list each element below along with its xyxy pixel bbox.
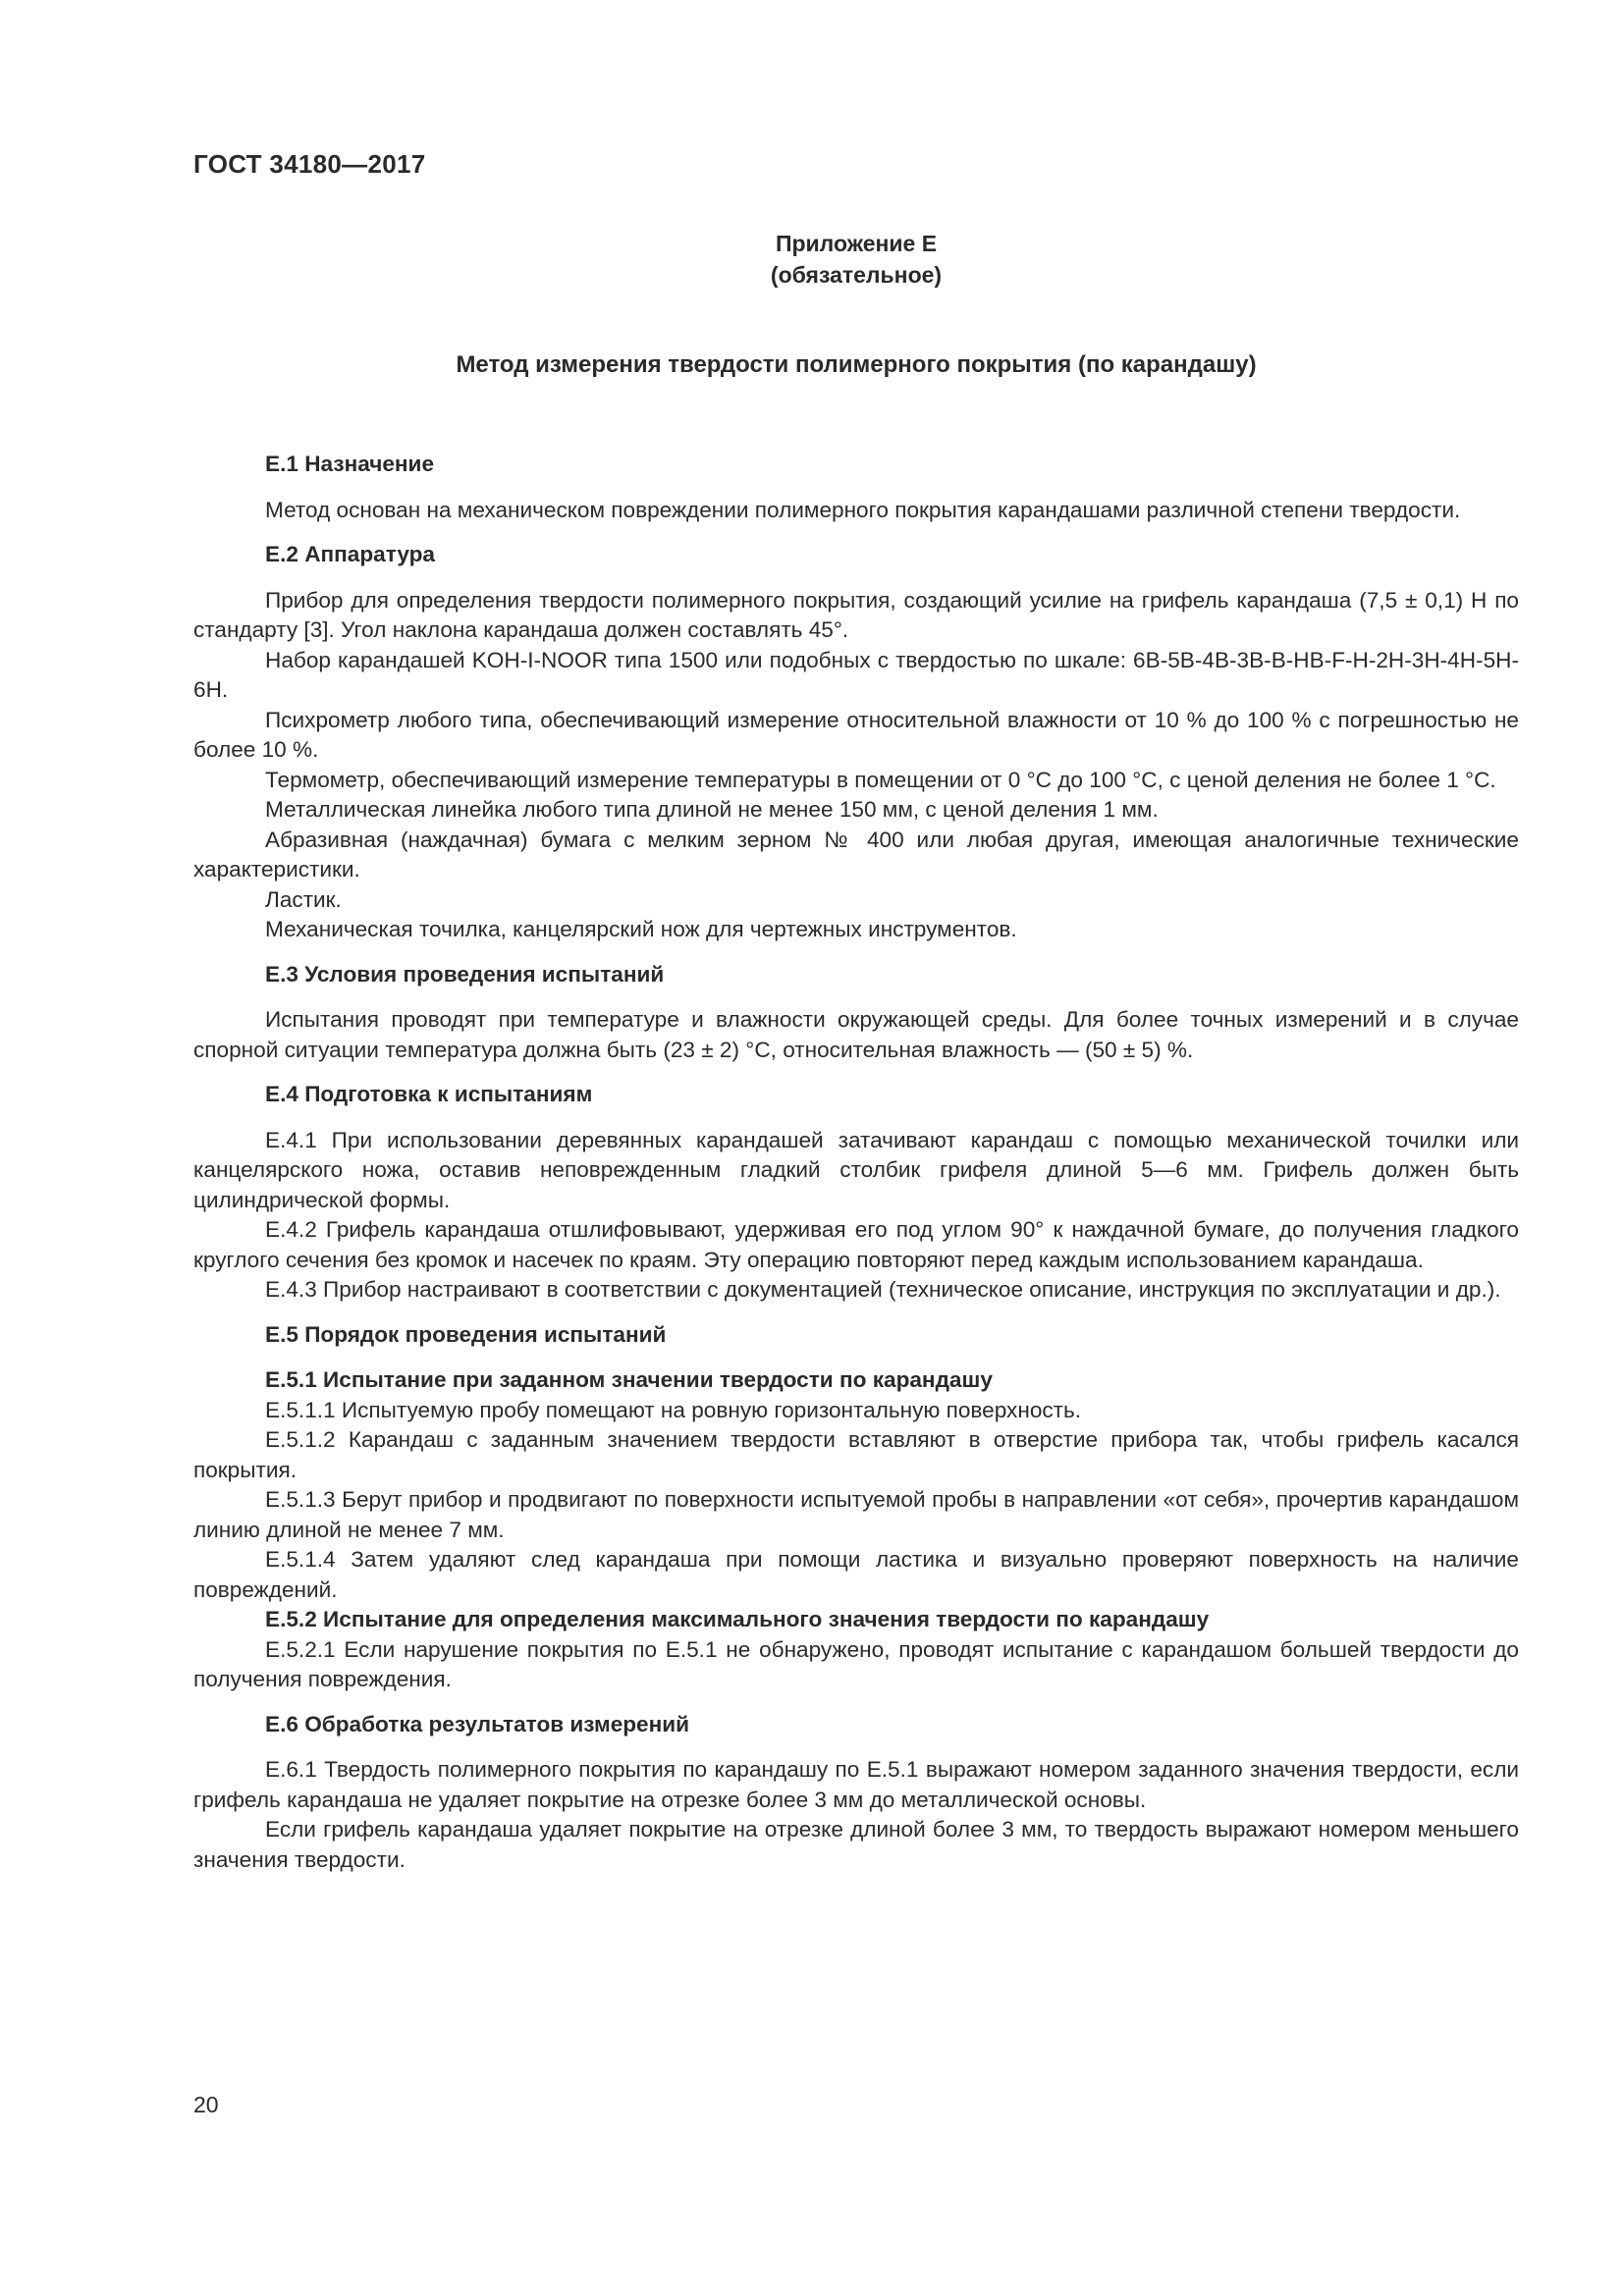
- section-heading-e1: Е.1 Назначение: [265, 452, 435, 476]
- paragraph: Метод основан на механическом повреждении полимерного покрытия карандашами различной степени твердости.: [265, 497, 1461, 522]
- section-heading-e5: Е.5 Порядок проведения испытаний: [265, 1321, 667, 1347]
- subsection-heading-e5-2: Е.5.2 Испытание для определения максимального значения твердости по карандашу: [265, 1607, 1210, 1631]
- paragraph: Абразивная (наждачная) бумага с мелким зерном № 400 или любая другая, имеющая аналогичные технические характеристики.: [193, 827, 1519, 881]
- paragraph: Ластик.: [265, 886, 342, 912]
- document-title: Метод измерения твердости полимерного покрытия (по карандашу): [456, 351, 1257, 378]
- paragraph: Термометр, обеспечивающий измерение температуры в помещении от 0 °С до 100 °С, с ценой деления не более 1 °С.: [265, 767, 1496, 792]
- paragraph: Е.5.1.2 Карандаш с заданным значением твердости вставляют в отверстие прибора так, чтобы грифель касался покрытия.: [193, 1427, 1519, 1482]
- section-heading-e2: Е.2 Аппаратура: [265, 542, 435, 566]
- section-heading-e4: Е.4 Подготовка к испытаниям: [265, 1082, 593, 1106]
- appendix-title: Приложение Е: [775, 231, 938, 256]
- paragraph: Психрометр любого типа, обеспечивающий измерение относительной влажности от 10 % до 100 % с погрешностью не более 10 %.: [193, 707, 1519, 762]
- section-heading-e6: Е.6 Обработка результатов измерений: [265, 1711, 690, 1736]
- paragraph: Е.4.1 При использовании деревянных карандашей затачивают карандаш с помощью механической точилки или канцелярского ножа, оставив неповрежденным гладкий столбик грифеля длиной 5—6 мм. Грифель должен быть цилиндрической формы.: [193, 1127, 1519, 1212]
- document-body: [193, 450, 1519, 1875]
- paragraph: Прибор для определения твердости полимерного покрытия, создающий усилие на грифель карандаша (7,5 ± 0,1) Н по стандарту [3]. Угол наклона карандаша должен составлять 45°.: [193, 587, 1519, 642]
- page-number: 20: [193, 2092, 219, 2117]
- paragraph: Е.5.2.1 Если нарушение покрытия по Е.5.1 не обнаружено, проводят испытание с карандашом большей твердости до получения повреждения.: [193, 1636, 1519, 1691]
- paragraph: Е.4.2 Грифель карандаша отшлифовывают, удерживая его под углом 90° к наждачной бумаге, до получения гладкого круглого сечения без кромок и насечек по краям. Эту операцию повторяют перед каждым использованием карандаша.: [193, 1217, 1519, 1272]
- paragraph: Если грифель карандаша удаляет покрытие на отрезке длиной более 3 мм, то твердость выражают номером меньшего значения твердости.: [193, 1817, 1519, 1872]
- appendix-status: (обязательное): [770, 262, 943, 288]
- paragraph: Набор карандашей KOH-I-NOOR типа 1500 или подобных с твердостью по шкале: 6B-5B-4B-3B-B-HB-F-H-2H-3H-4H-5H-6H.: [193, 647, 1519, 702]
- paragraph: Е.4.3 Прибор настраивают в соответствии с документацией (техническое описание, инструкция по эксплуатации и др.).: [265, 1277, 1501, 1302]
- paragraph: Е.5.1.3 Берут прибор и продвигают по поверхности испытуемой пробы в направлении «от себя», прочертив карандашом линию длиной не менее 7 мм.: [193, 1487, 1519, 1542]
- subsection-heading-e5-1: Е.5.1 Испытание при заданном значении твердости по карандашу: [265, 1367, 993, 1392]
- paragraph: Металлическая линейка любого типа длиной не менее 150 мм, с ценой деления 1 мм.: [265, 797, 1159, 822]
- paragraph: Механическая точилка, канцелярский нож для чертежных инструментов.: [265, 917, 1017, 941]
- standard-header: ГОСТ 34180—2017: [193, 149, 426, 179]
- paragraph: Е.6.1 Твердость полимерного покрытия по карандашу по Е.5.1 выражают номером заданного значения твердости, если грифель карандаша не удаляет покрытие на отрезке более 3 мм до металлической основы.: [193, 1757, 1519, 1812]
- paragraph: Е.5.1.1 Испытуемую пробу помещают на ровную горизонтальную поверхность.: [265, 1397, 1082, 1422]
- section-heading-e3: Е.3 Условия проведения испытаний: [265, 961, 665, 987]
- paragraph: Испытания проводят при температуре и влажности окружающей среды. Для более точных измерений и в случае спорной ситуации температура должна быть (23 ± 2) °С, относительная влажность — (50 ± 5) %.: [193, 1007, 1519, 1062]
- appendix-block: [193, 228, 1519, 291]
- paragraph: Е.5.1.4 Затем удаляют след карандаша при помощи ластика и визуально проверяют поверхность на наличие повреждений.: [193, 1547, 1519, 1602]
